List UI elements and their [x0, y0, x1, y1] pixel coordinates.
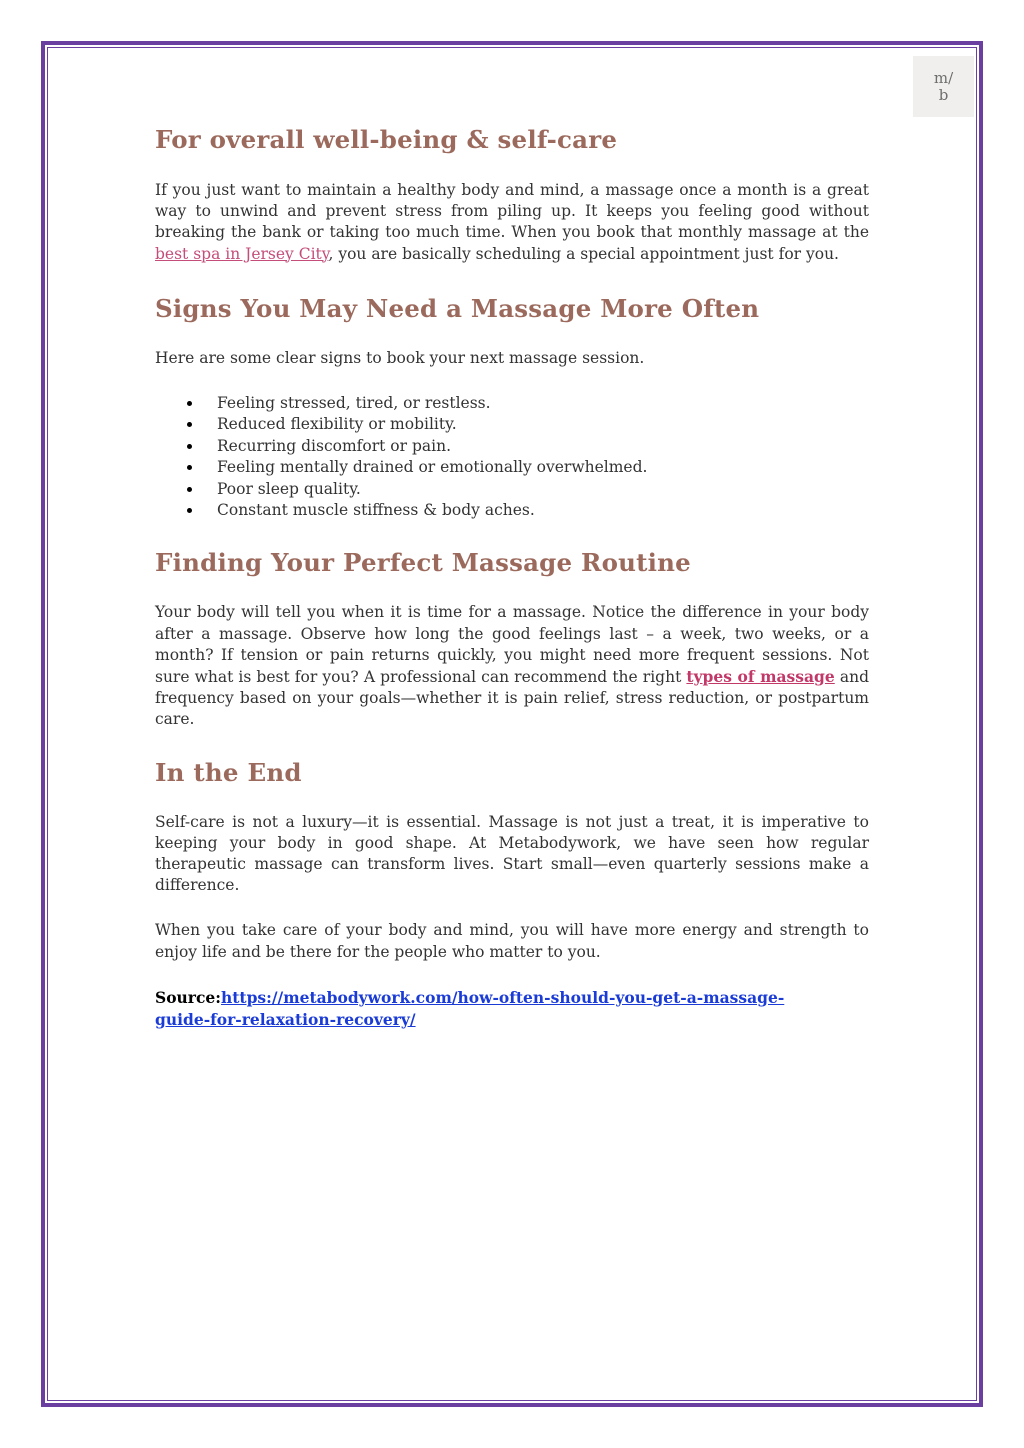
- section-wellbeing: [155, 118, 869, 265]
- signs-list: [155, 393, 869, 521]
- section-signs: [155, 287, 869, 522]
- best-spa-link[interactable]: best spa in Jersey City: [155, 244, 329, 263]
- list-item: Feeling mentally drained or emotionally overwhelmed.: [217, 457, 869, 478]
- paragraph-end-1: Self-care is not a luxury—it is essential. Massage is not just a treat, it is imperative to keeping your body in good shape. At Metabodywork, we have seen how regular therapeutic massage can transform lives. Start small—even quarterly sessions make a difference.: [155, 812, 869, 895]
- types-of-massage-link[interactable]: types of massage: [686, 667, 835, 687]
- wellbeing-text-before: If you just want to maintain a healthy body and mind, a massage once a month is a great way to unwind and prevent stress from piling up. It keeps you feeling good without breaking the bank or taking too much time. When you book that monthly massage at the: [155, 181, 869, 242]
- heading-signs: Signs You May Need a Massage More Often: [155, 293, 760, 323]
- list-item: Feeling stressed, tired, or restless.: [217, 393, 869, 414]
- source-line: [155, 987, 869, 1031]
- paragraph-wellbeing: [155, 180, 869, 265]
- logo-mark-top: m/: [933, 69, 954, 87]
- document-content: [155, 118, 869, 1031]
- heading-end: In the End: [155, 757, 302, 787]
- section-source: [155, 987, 869, 1031]
- list-item: Reduced flexibility or mobility.: [217, 414, 869, 435]
- source-label: Source:: [155, 987, 221, 1007]
- brand-logo: [913, 56, 974, 117]
- paragraph-signs-intro: Here are some clear signs to book your next massage session.: [155, 348, 645, 367]
- paragraph-routine: [155, 602, 869, 730]
- wellbeing-text-after: , you are basically scheduling a special appointment just for you.: [328, 244, 839, 263]
- list-item: Recurring discomfort or pain.: [217, 436, 869, 457]
- routine-text-after: and frequency based on your goals—whether it is pain relief, stress reduction, or postpartum care.: [155, 668, 869, 729]
- routine-text-before: Your body will tell you when it is time for a massage. Notice the difference in your body after a massage. Observe how long the good feelings last – a week, two weeks, or a month? If tension or pain returns quickly, you might need more frequent sessions. Not sure what is best for you? A professional can recommend the right: [155, 603, 869, 687]
- heading-routine: Finding Your Perfect Massage Routine: [155, 548, 691, 578]
- heading-wellbeing: For overall well-being & self-care: [155, 125, 618, 154]
- logo-mark-bottom: b: [938, 86, 949, 104]
- source-url-line1: https://metabodywork.com/how-often-should-you-get-a-massage-: [221, 987, 785, 1007]
- list-item: Constant muscle stiffness & body aches.: [217, 500, 869, 521]
- source-url-link[interactable]: [155, 988, 784, 1029]
- list-item: Poor sleep quality.: [217, 479, 869, 500]
- paragraph-end-2: When you take care of your body and mind, you will have more energy and strength to enjoy life and be there for the people who matter to you.: [155, 921, 869, 961]
- section-end: [155, 751, 869, 963]
- section-routine: [155, 541, 869, 730]
- logo-mark: [913, 70, 974, 104]
- source-url-line2: guide-for-relaxation-recovery/: [155, 1010, 416, 1030]
